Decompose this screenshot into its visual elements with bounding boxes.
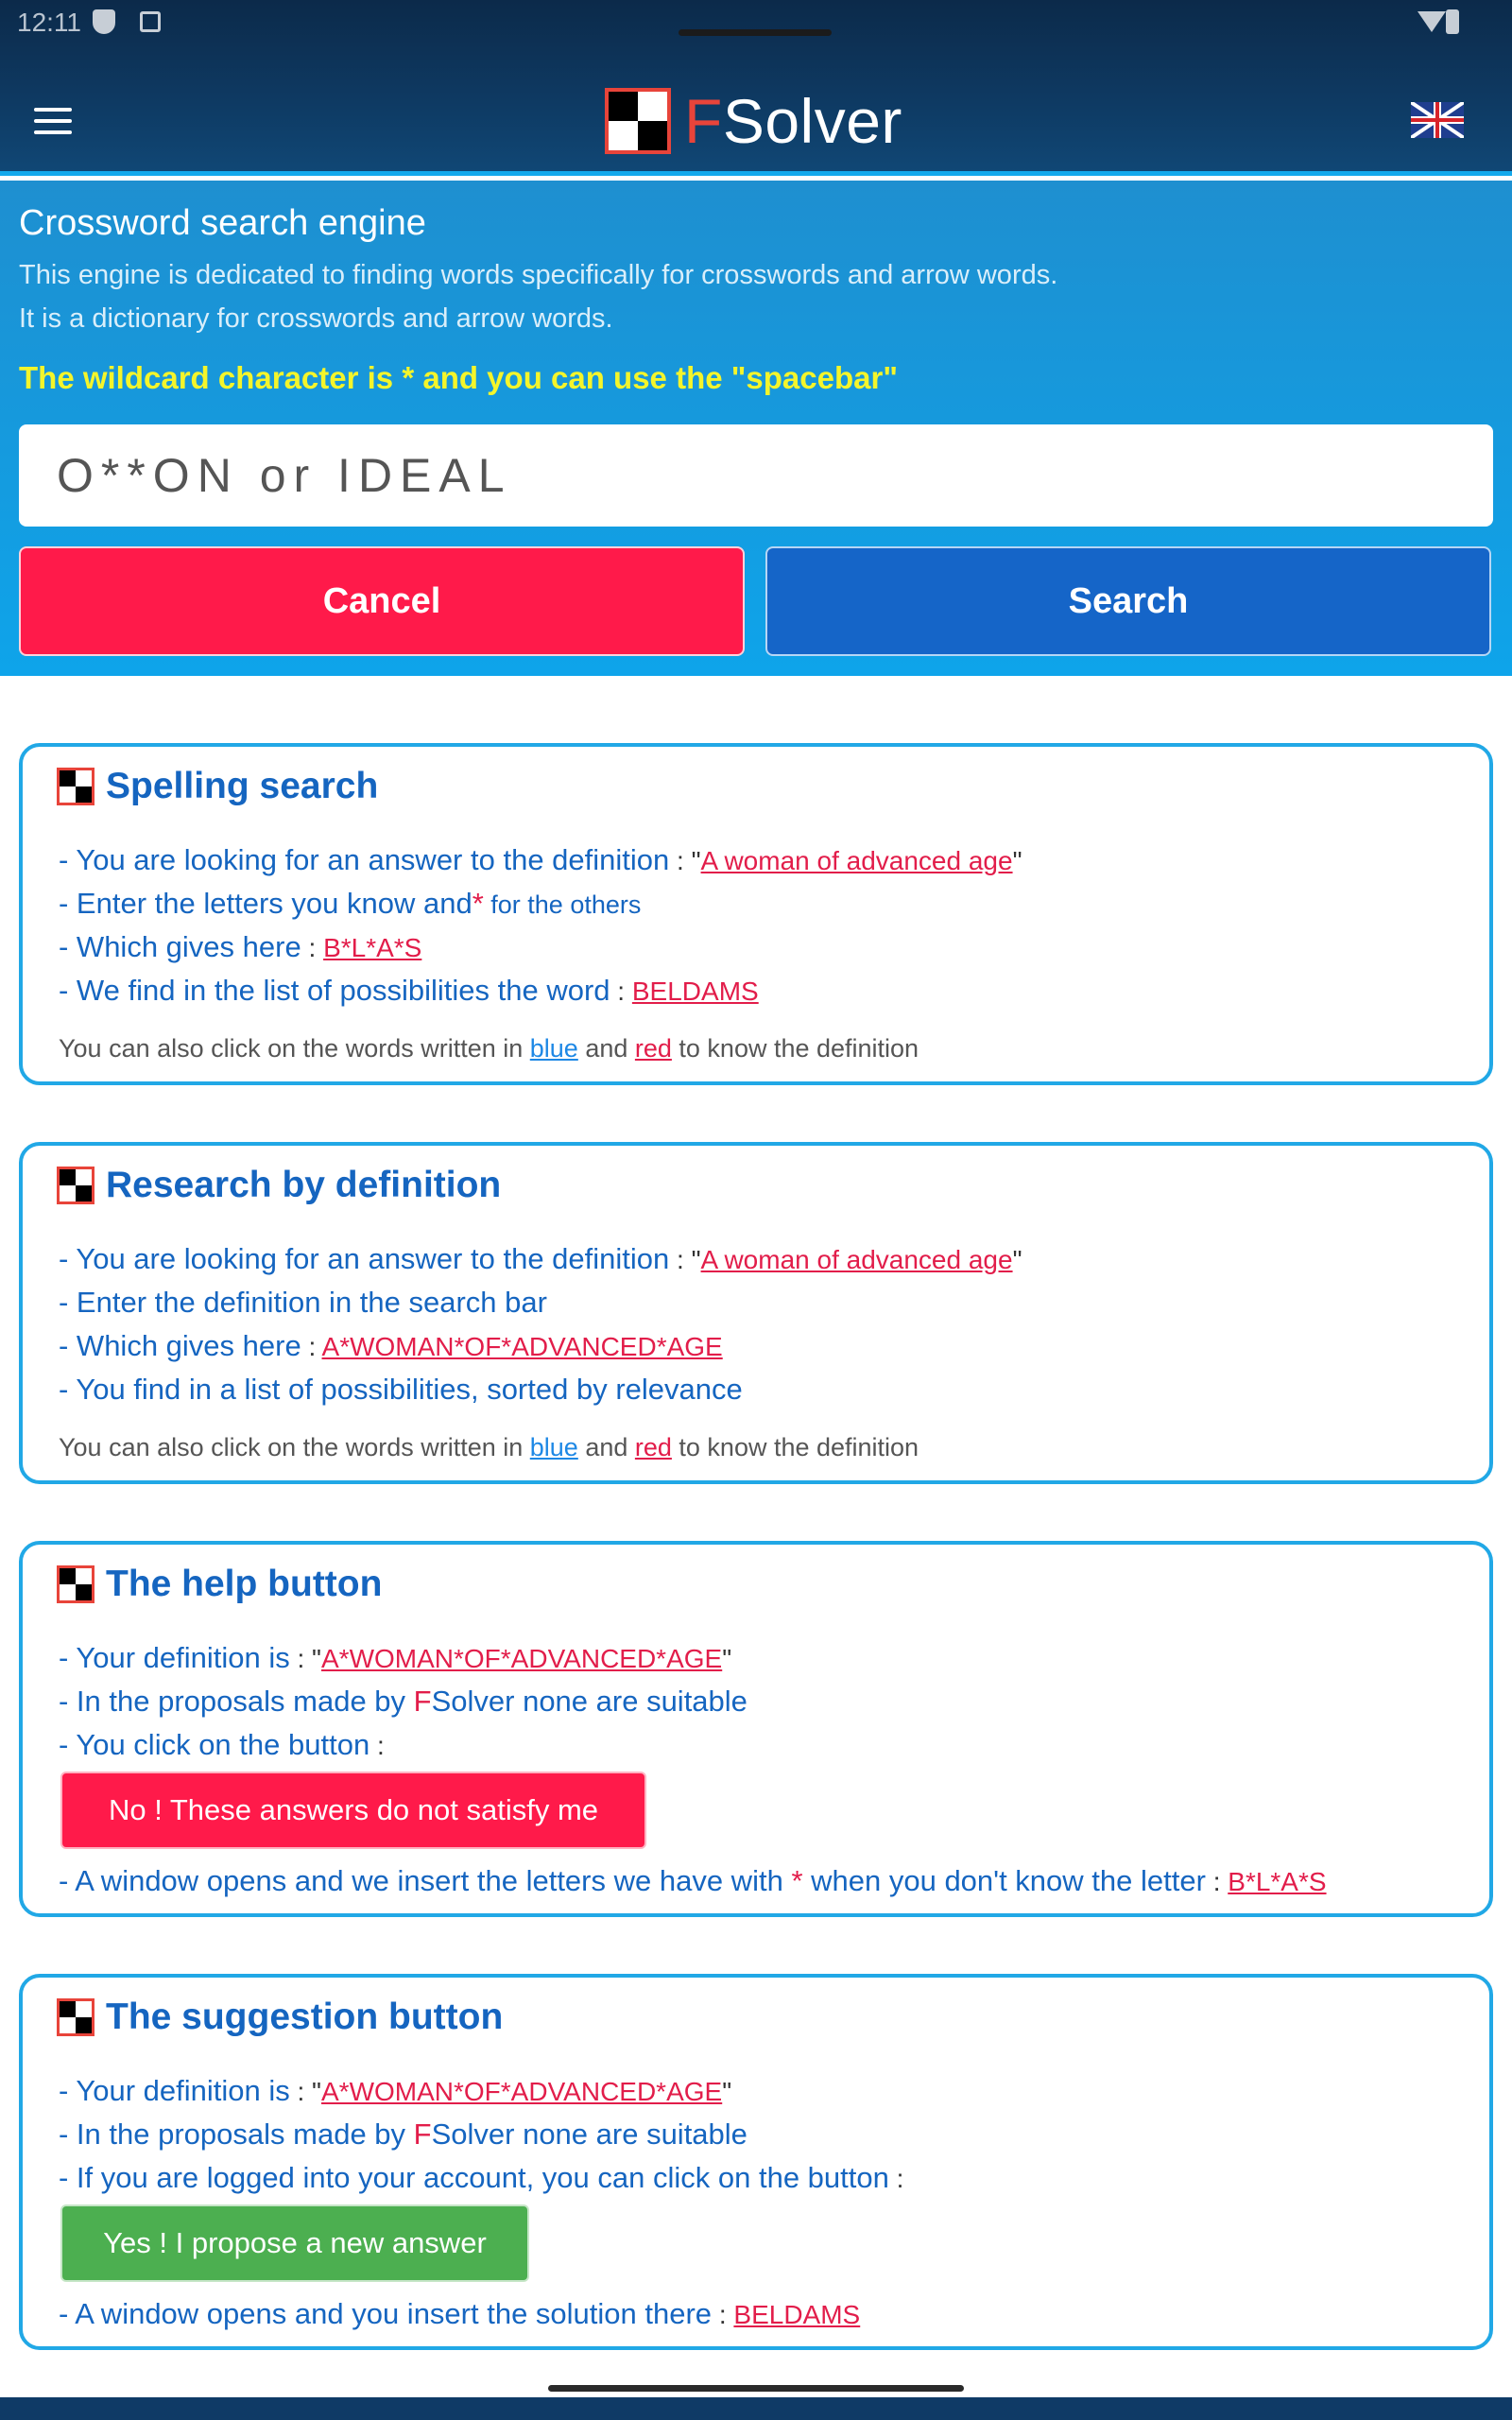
battery-icon	[1446, 9, 1459, 34]
card-line: - You are looking for an answer to the definition : "A woman of advanced age"	[59, 1242, 1022, 1275]
status-time: 12:11	[17, 8, 81, 37]
card-line: - Enter the definition in the search bar	[59, 1286, 547, 1319]
card-line: - Which gives here : A*WOMAN*OF*ADVANCED*AGE	[59, 1329, 723, 1362]
card-title: The suggestion button	[57, 1996, 503, 2038]
status-bar	[0, 0, 1512, 45]
word-link[interactable]: B*L*A*S	[323, 933, 422, 962]
crossword-grid-icon	[605, 88, 671, 154]
propose-answer-button[interactable]: Yes ! I propose a new answer	[60, 2204, 529, 2282]
spelling-search-card	[19, 743, 1493, 1085]
word-link[interactable]: BELDAMS	[733, 2300, 861, 2329]
card-line: - You click on the button :	[59, 1728, 385, 1761]
word-link[interactable]: BELDAMS	[631, 977, 759, 1006]
app-header	[0, 0, 1512, 176]
card-line: - We find in the list of possibilities the word : BELDAMS	[59, 974, 759, 1007]
wifi-icon	[1418, 11, 1446, 32]
crossword-grid-icon	[57, 1167, 94, 1204]
app-notification-icon	[140, 11, 161, 32]
uk-flag-icon[interactable]	[1411, 102, 1464, 138]
search-button[interactable]: Search	[765, 546, 1491, 656]
card-line: - In the proposals made by FSolver none are suitable	[59, 1685, 747, 1718]
card-line: - A window opens and you insert the solution there : BELDAMS	[59, 2297, 861, 2330]
logo-text: FSolver	[684, 86, 902, 156]
bottom-bar	[0, 2397, 1512, 2420]
blue-link[interactable]: blue	[529, 1433, 578, 1461]
search-panel-title: Crossword search engine	[19, 203, 426, 243]
crossword-grid-icon	[57, 1565, 94, 1603]
red-link[interactable]: red	[634, 1433, 672, 1461]
card-title: Research by definition	[57, 1165, 501, 1206]
shield-icon	[93, 9, 115, 34]
hamburger-menu-icon[interactable]	[34, 108, 72, 134]
card-line: - Enter the letters you know and* for the others	[59, 887, 642, 920]
card-line: - In the proposals made by FSolver none are suitable	[59, 2118, 747, 2151]
blue-link[interactable]: blue	[529, 1034, 578, 1063]
card-line: - You are looking for an answer to the definition : "A woman of advanced age"	[59, 843, 1022, 876]
card-line: - A window opens and we insert the letters we have with * when you don't know the letter : B*L*A*S	[59, 1864, 1327, 1897]
help-button-card	[19, 1541, 1493, 1917]
crossword-grid-icon	[57, 1998, 94, 2036]
home-gesture-bar[interactable]	[548, 2385, 964, 2392]
card-line: - Your definition is : "A*WOMAN*OF*ADVANCED*AGE"	[59, 1641, 732, 1674]
camera-notch	[679, 29, 832, 36]
card-note: You can also click on the words written in blue and red to know the definition	[59, 1034, 919, 1063]
card-line: - Which gives here : B*L*A*S	[59, 930, 422, 963]
search-panel-description-2: It is a dictionary for crosswords and arrow words.	[19, 303, 613, 334]
card-line: - You find in a list of possibilities, sorted by relevance	[59, 1373, 743, 1406]
card-note: You can also click on the words written in blue and red to know the definition	[59, 1433, 919, 1461]
app-logo[interactable]	[605, 87, 902, 155]
wildcard-hint: The wildcard character is * and you can use the "spacebar"	[19, 360, 898, 395]
not-satisfied-button[interactable]: No ! These answers do not satisfy me	[60, 1772, 646, 1849]
definition-link[interactable]: A woman of advanced age	[700, 1245, 1013, 1274]
definition-link[interactable]: A*WOMAN*OF*ADVANCED*AGE	[321, 2077, 723, 2106]
card-title: The help button	[57, 1564, 382, 1605]
search-panel	[0, 181, 1512, 676]
card-line: - If you are logged into your account, you can click on the button :	[59, 2161, 904, 2194]
search-input[interactable]	[19, 424, 1493, 527]
card-line: - Your definition is : "A*WOMAN*OF*ADVANCED*AGE"	[59, 2074, 732, 2107]
word-link[interactable]: B*L*A*S	[1228, 1867, 1327, 1896]
suggestion-button-card	[19, 1974, 1493, 2350]
crossword-grid-icon	[57, 768, 94, 805]
definition-link[interactable]: A woman of advanced age	[700, 846, 1013, 875]
definition-search-card	[19, 1142, 1493, 1484]
word-link[interactable]: A*WOMAN*OF*ADVANCED*AGE	[321, 1332, 723, 1361]
search-panel-description: This engine is dedicated to finding words specifically for crosswords and arrow words.	[19, 260, 1058, 290]
cancel-button[interactable]: Cancel	[19, 546, 745, 656]
definition-link[interactable]: A*WOMAN*OF*ADVANCED*AGE	[321, 1644, 723, 1673]
card-title: Spelling search	[57, 766, 378, 807]
red-link[interactable]: red	[634, 1034, 672, 1063]
